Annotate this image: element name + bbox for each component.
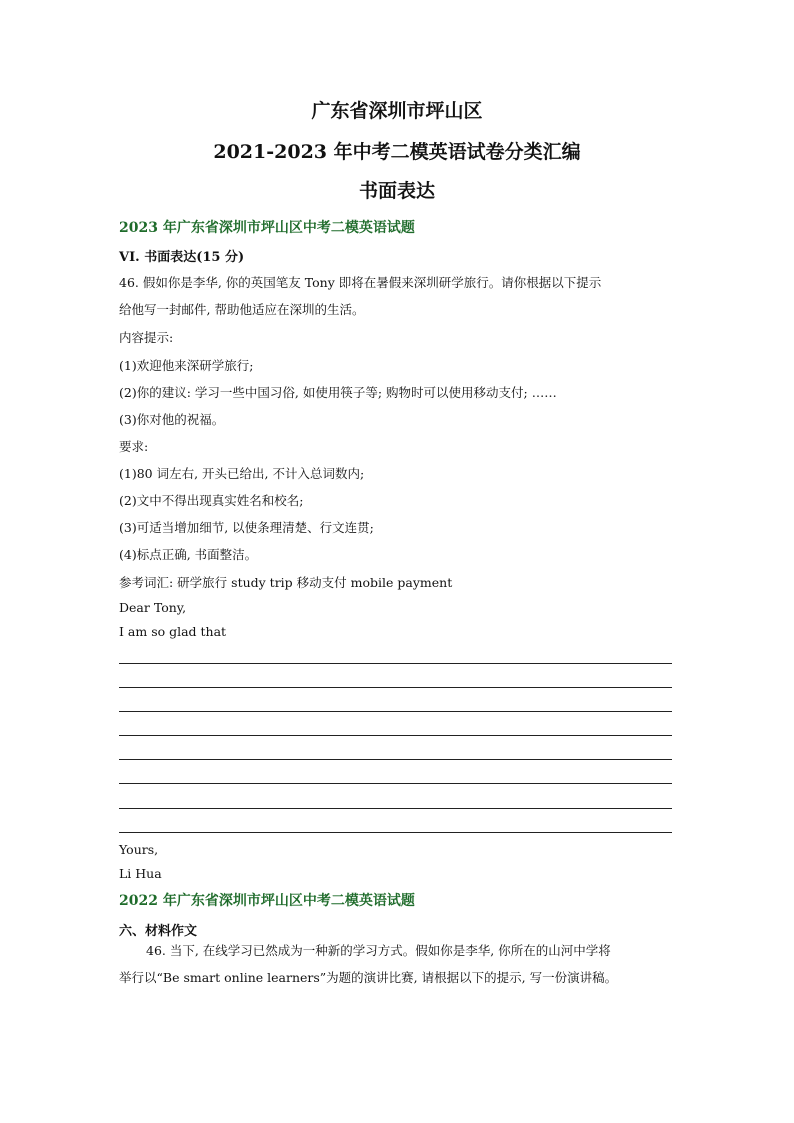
letter-opening: I am so glad that xyxy=(119,624,227,639)
requirement-item: (4)标点正确, 书面整洁。 xyxy=(119,547,258,562)
question-text-line: 46. 当下, 在线学习已然成为一种新的学习方式。假如你是李华, 你所在的山河中学将 xyxy=(146,943,611,958)
answer-line xyxy=(119,663,672,664)
content-hint-item: (3)你对他的祝福。 xyxy=(119,412,225,427)
content-hint-item: (1)欢迎他来深研学旅行; xyxy=(119,358,254,373)
part-label-2022: 六、材料作文 xyxy=(119,924,198,939)
document-title: 广东省深圳市坪山区 xyxy=(311,100,483,122)
answer-line xyxy=(119,687,672,688)
answer-line xyxy=(119,808,672,809)
answer-line xyxy=(119,735,672,736)
letter-greeting: Dear Tony, xyxy=(119,600,187,615)
content-hint-label: 内容提示: xyxy=(119,330,174,345)
requirement-item: (2)文中不得出现真实姓名和校名; xyxy=(119,493,304,508)
section-heading-2023: 2023 年广东省深圳市坪山区中考二模英语试题 xyxy=(119,220,415,236)
requirement-item: (1)80 词左右, 开头已给出, 不计入总词数内; xyxy=(119,466,365,481)
answer-line xyxy=(119,832,672,833)
part-label-2023: VI. 书面表达(15 分) xyxy=(119,250,245,265)
question-text-line: 46. 假如你是李华, 你的英国笔友 Tony 即将在暑假来深圳研学旅行。请你根据以下提示 xyxy=(119,275,602,290)
answer-line xyxy=(119,783,672,784)
section-heading-2022: 2022 年广东省深圳市坪山区中考二模英语试题 xyxy=(119,893,415,909)
letter-signature: Li Hua xyxy=(119,866,162,881)
document-subtitle: 2021-2023 年中考二模英语试卷分类汇编 xyxy=(213,141,581,163)
letter-closing: Yours, xyxy=(119,842,159,857)
answer-line xyxy=(119,759,672,760)
question-text-line: 举行以“Be smart online learners”为题的演讲比赛, 请根据以下的提示, 写一份演讲稿。 xyxy=(119,970,618,985)
reference-vocabulary: 参考词汇: 研学旅行 study trip 移动支付 mobile payment xyxy=(119,575,453,590)
requirements-label: 要求: xyxy=(119,439,149,454)
question-text-line: 给他写一封邮件, 帮助他适应在深圳的生活。 xyxy=(119,302,365,317)
document-topic: 书面表达 xyxy=(358,180,435,202)
requirement-item: (3)可适当增加细节, 以使条理清楚、行文连贯; xyxy=(119,520,374,535)
answer-line xyxy=(119,711,672,712)
content-hint-item: (2)你的建议: 学习一些中国习俗, 如使用筷子等; 购物时可以使用移动支付; …… xyxy=(119,385,557,400)
